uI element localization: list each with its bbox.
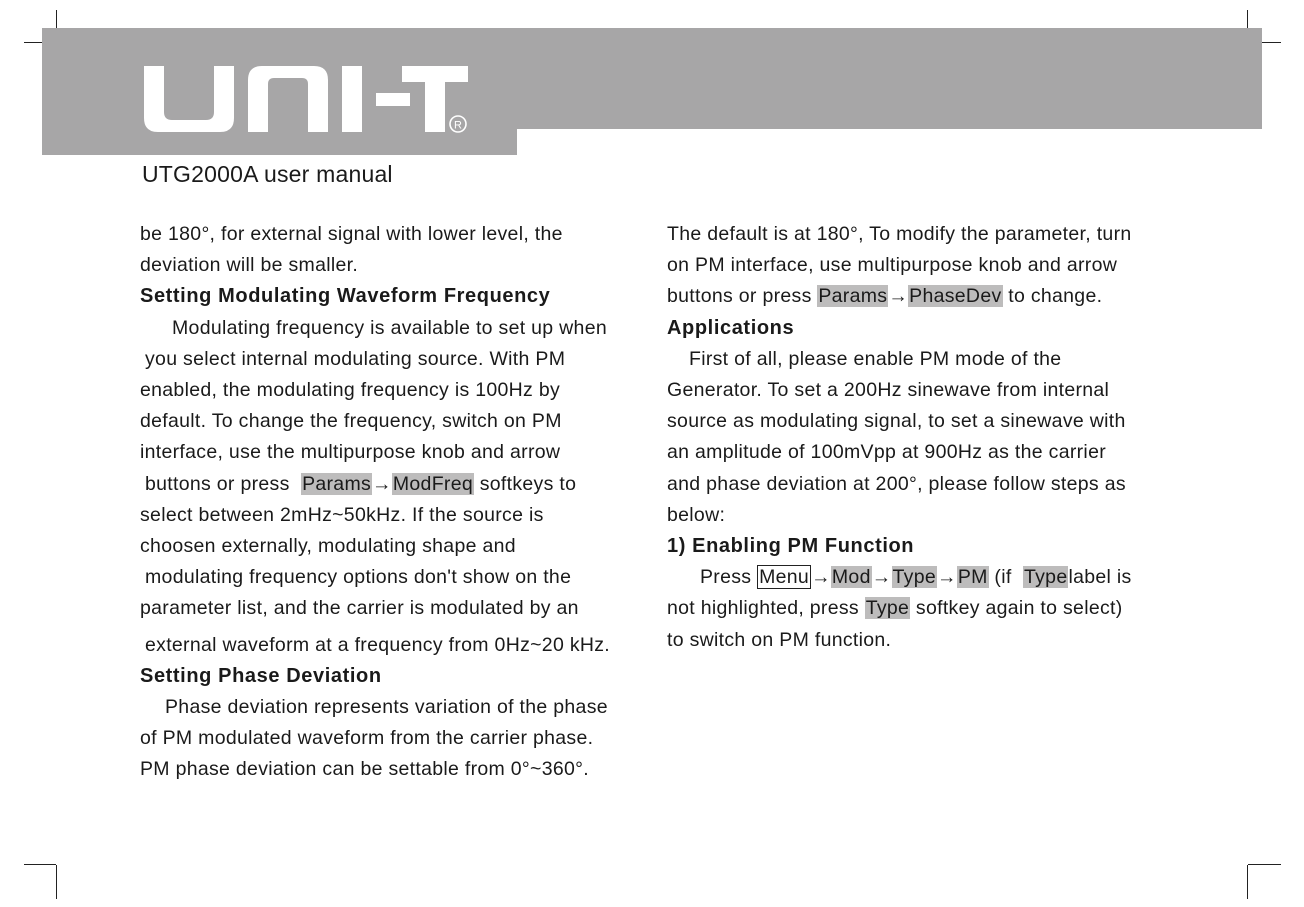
text-line: external waveform at a frequency from 0Hz~20 kHz. — [145, 633, 611, 656]
arrow-icon: → — [811, 566, 831, 589]
menu-key: Menu — [759, 566, 810, 589]
heading-enabling-pm: 1) Enabling PM Function — [667, 535, 915, 558]
text-line: below: — [667, 503, 726, 526]
crop-mark-br-h — [1248, 864, 1281, 865]
type-softkey: Type — [892, 566, 937, 589]
arrow-icon: → — [888, 285, 909, 308]
mod-softkey: Mod — [831, 566, 871, 589]
text-line: and phase deviation at 200°, please follow steps as — [667, 472, 1126, 495]
text-line: interface, use the multipurpose knob and arrow — [140, 441, 561, 464]
crop-mark-br-v — [1247, 865, 1248, 899]
text-line: default. To change the frequency, switch on PM — [140, 410, 562, 433]
text-line: on PM interface, use multipurpose knob and arrow — [667, 254, 1118, 277]
crop-mark-bl-v — [56, 865, 57, 899]
header-band-wide — [517, 28, 1262, 129]
text-line: be 180°, for external signal with lower level, the — [140, 223, 563, 245]
arrow-icon: → — [871, 566, 892, 589]
text-line: choosen externally, modulating shape and — [140, 535, 516, 558]
text-line: PM phase deviation can be settable from 0°~360°. — [140, 758, 589, 781]
crop-mark-bl-h — [24, 864, 56, 865]
text-line: an amplitude of 100mVpp at 900Hz as the carrier — [667, 441, 1107, 464]
arrow-icon: → — [937, 566, 957, 589]
heading-phase-deviation: Setting Phase Deviation — [140, 664, 382, 687]
text-line: buttons or press Params→ModFreq softkeys to — [145, 472, 577, 495]
heading-applications: Applications — [667, 316, 795, 339]
params-softkey: Params — [302, 472, 372, 495]
text-line: to switch on PM function. — [667, 628, 892, 651]
text-line: parameter list, and the carrier is modulated by an — [140, 597, 579, 620]
arrow-icon: → — [372, 472, 392, 495]
text-line: not highlighted, press Type softkey again to select) — [667, 597, 1123, 620]
text-line: of PM modulated waveform from the carrier phase. — [140, 727, 594, 750]
pm-softkey: PM — [957, 566, 988, 589]
text-line: you select internal modulating source. With PM — [145, 347, 566, 370]
modfreq-softkey: ModFreq — [392, 472, 473, 495]
text-line: Generator. To set a 200Hz sinewave from internal — [667, 379, 1110, 402]
text-line: Phase deviation represents variation of the phase — [165, 696, 608, 719]
right-column — [667, 219, 1187, 656]
params-softkey: Params — [818, 285, 888, 308]
text-line: Press Menu →Mod→Type→PM (if Typelabel is — [700, 566, 1132, 589]
heading-modulating-frequency: Setting Modulating Waveform Frequency — [140, 285, 551, 308]
type-softkey: Type — [1024, 566, 1068, 589]
text-line: deviation will be smaller. — [140, 254, 359, 277]
text-line: First of all, please enable PM mode of the — [689, 347, 1062, 370]
registered-mark: R — [454, 119, 462, 132]
phasedev-softkey: PhaseDev — [909, 285, 1002, 308]
text-line: select between 2mHz~50kHz. If the source is — [140, 503, 544, 526]
text-line: The default is at 180°, To modify the parameter, turn — [667, 223, 1132, 245]
text-line: modulating frequency options don't show on the — [145, 566, 572, 589]
text-line: source as modulating signal, to set a sinewave with — [667, 410, 1126, 433]
uni-t-logo — [140, 60, 480, 140]
text-line: enabled, the modulating frequency is 100Hz by — [140, 379, 561, 402]
text-line: buttons or press Params→PhaseDev to change. — [667, 285, 1103, 308]
left-column — [140, 219, 660, 786]
text-line: Modulating frequency is available to set up when — [172, 316, 607, 339]
manual-title: UTG2000A user manual — [142, 161, 393, 187]
type-softkey: Type — [865, 597, 910, 620]
